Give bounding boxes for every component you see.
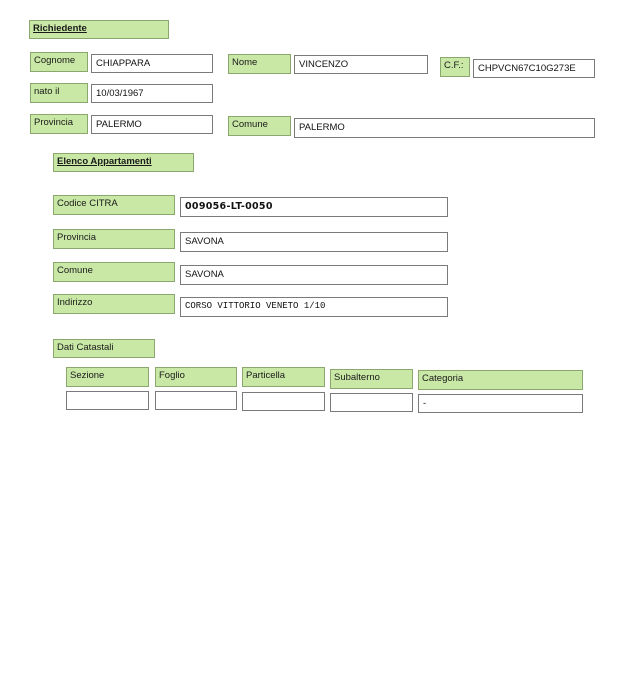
nome-label: Nome <box>228 54 291 74</box>
particella-field[interactable] <box>242 392 325 411</box>
foglio-header: Foglio <box>155 367 237 387</box>
foglio-field[interactable] <box>155 391 237 410</box>
sezione-header: Sezione <box>66 367 149 387</box>
comune-label: Comune <box>228 116 291 136</box>
subalterno-header: Subalterno <box>330 369 413 389</box>
subalterno-field[interactable] <box>330 393 413 412</box>
app-comune-label: Comune <box>53 262 175 282</box>
codice-citra-field[interactable]: 009056-LT-0050 <box>180 197 448 217</box>
cognome-field[interactable]: CHIAPPARA <box>91 54 213 73</box>
cf-field[interactable]: CHPVCN67C10G273E <box>473 59 595 78</box>
categoria-header: Categoria <box>418 370 583 390</box>
appartamenti-header: Elenco Appartamenti <box>53 153 194 172</box>
indirizzo-field[interactable]: CORSO VITTORIO VENETO 1/10 <box>180 297 448 317</box>
nato-field[interactable]: 10/03/1967 <box>91 84 213 103</box>
indirizzo-label: Indirizzo <box>53 294 175 314</box>
nome-field[interactable]: VINCENZO <box>294 55 428 74</box>
codice-citra-label: Codice CITRA <box>53 195 175 215</box>
categoria-field[interactable]: - <box>418 394 583 413</box>
cf-label: C.F.: <box>440 57 470 77</box>
richiedente-header: Richiedente <box>29 20 169 39</box>
sezione-field[interactable] <box>66 391 149 410</box>
provincia-label: Provincia <box>30 114 88 134</box>
comune-field[interactable]: PALERMO <box>294 118 595 138</box>
app-provincia-field[interactable]: SAVONA <box>180 232 448 252</box>
provincia-field[interactable]: PALERMO <box>91 115 213 134</box>
cognome-label: Cognome <box>30 52 88 72</box>
app-comune-field[interactable]: SAVONA <box>180 265 448 285</box>
app-provincia-label: Provincia <box>53 229 175 249</box>
particella-header: Particella <box>242 367 325 387</box>
catastali-header: Dati Catastali <box>53 339 155 358</box>
nato-label: nato il <box>30 83 88 103</box>
